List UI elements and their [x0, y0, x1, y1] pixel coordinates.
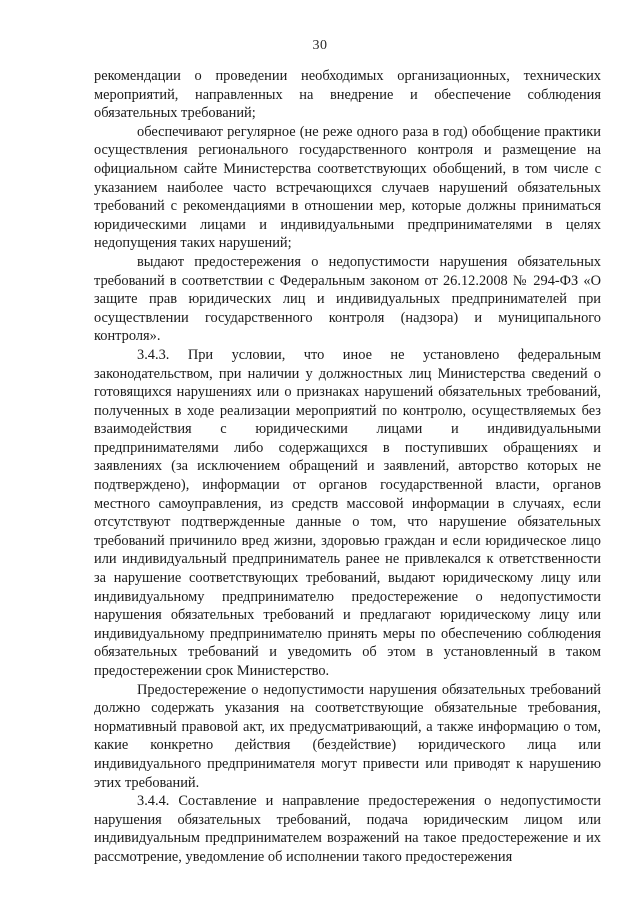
paragraph-section-3-4-4: 3.4.4. Составление и направление предостережения о недопустимости нарушения обязательных требований, подача юридическим лицом или индивидуальным предпринимателем возражений на такое предостережение и их рассмотрение, уведомление об исполнении такого предостережения: [94, 793, 601, 865]
page-number: 30: [312, 38, 328, 53]
paragraph-section-3-4-3: 3.4.3. При условии, что иное не установлено федеральным законодательством, при наличии у должностных лиц Министерства сведений о готовящихся нарушениях или о признаках нарушений обязательных требований, полученных в ходе реализации мероприятий по контролю, осуществляемых без взаимодействия с юридическими лицами и индивидуальными предпринимателями либо содержащихся в поступивших обращениях и заявлениях (за исключением обращений и заявлений, авторство которых не подтверждено), информации от органов государственной власти, органов местного самоуправления, из средств массовой информации в случаях, если отсутствуют подтвержденные данные о том, что нарушение обязательных требований причинило вред жизни, здоровью граждан и если юридическое лицо или индивидуальный предприниматель ранее не привлекался к ответственности за нарушение соответствующих требований, выдают юридическому лицу или индивидуальному предпринимателю предостережение о недопустимости нарушения обязательных требований и предлагают юридическому лицу или индивидуальному предпринимателю принять меры по обеспечению соблюдения обязательных требований и уведомить об этом в установленный в таком предостережении срок Министерство.: [94, 346, 601, 679]
paragraph-issue-warnings: выдают предостережения о недопустимости нарушения обязательных требований в соответствии с Федеральным законом от 26.12.2008 № 294-ФЗ «О защите прав юридических лиц и индивидуальных предпринимателей при осуществлении государственного контроля (надзора) и муниципального контроля».: [94, 253, 601, 345]
document-body: [94, 67, 601, 867]
paragraph-warning-content: Предостережение о недопустимости нарушения обязательных требований должно содержать указания на соответствующие обязательные требования, нормативный правовой акт, их предусматривающий, а также информацию о том, какие конкретно действия (бездействие) юридического лица или индивидуального предпринимателя могут привести или приводят к нарушению этих требований.: [94, 681, 601, 791]
paragraph-practice-summary: обеспечивают регулярное (не реже одного раза в год) обобщение практики осуществления регионального государственного контроля и размещение на официальном сайте Министерства соответствующих обобщений, в том числе с указанием наиболее часто встречающихся случаев нарушений обязательных требований с рекомендациями в отношении мер, которые должны приниматься юридическими лицами и индивидуальными предпринимателями в целях недопущения таких нарушений;: [94, 123, 601, 252]
paragraph-recommendations-continuation: рекомендации о проведении необходимых организационных, технических мероприятий, направленных на внедрение и обеспечение соблюдения обязательных требований;: [94, 68, 601, 122]
